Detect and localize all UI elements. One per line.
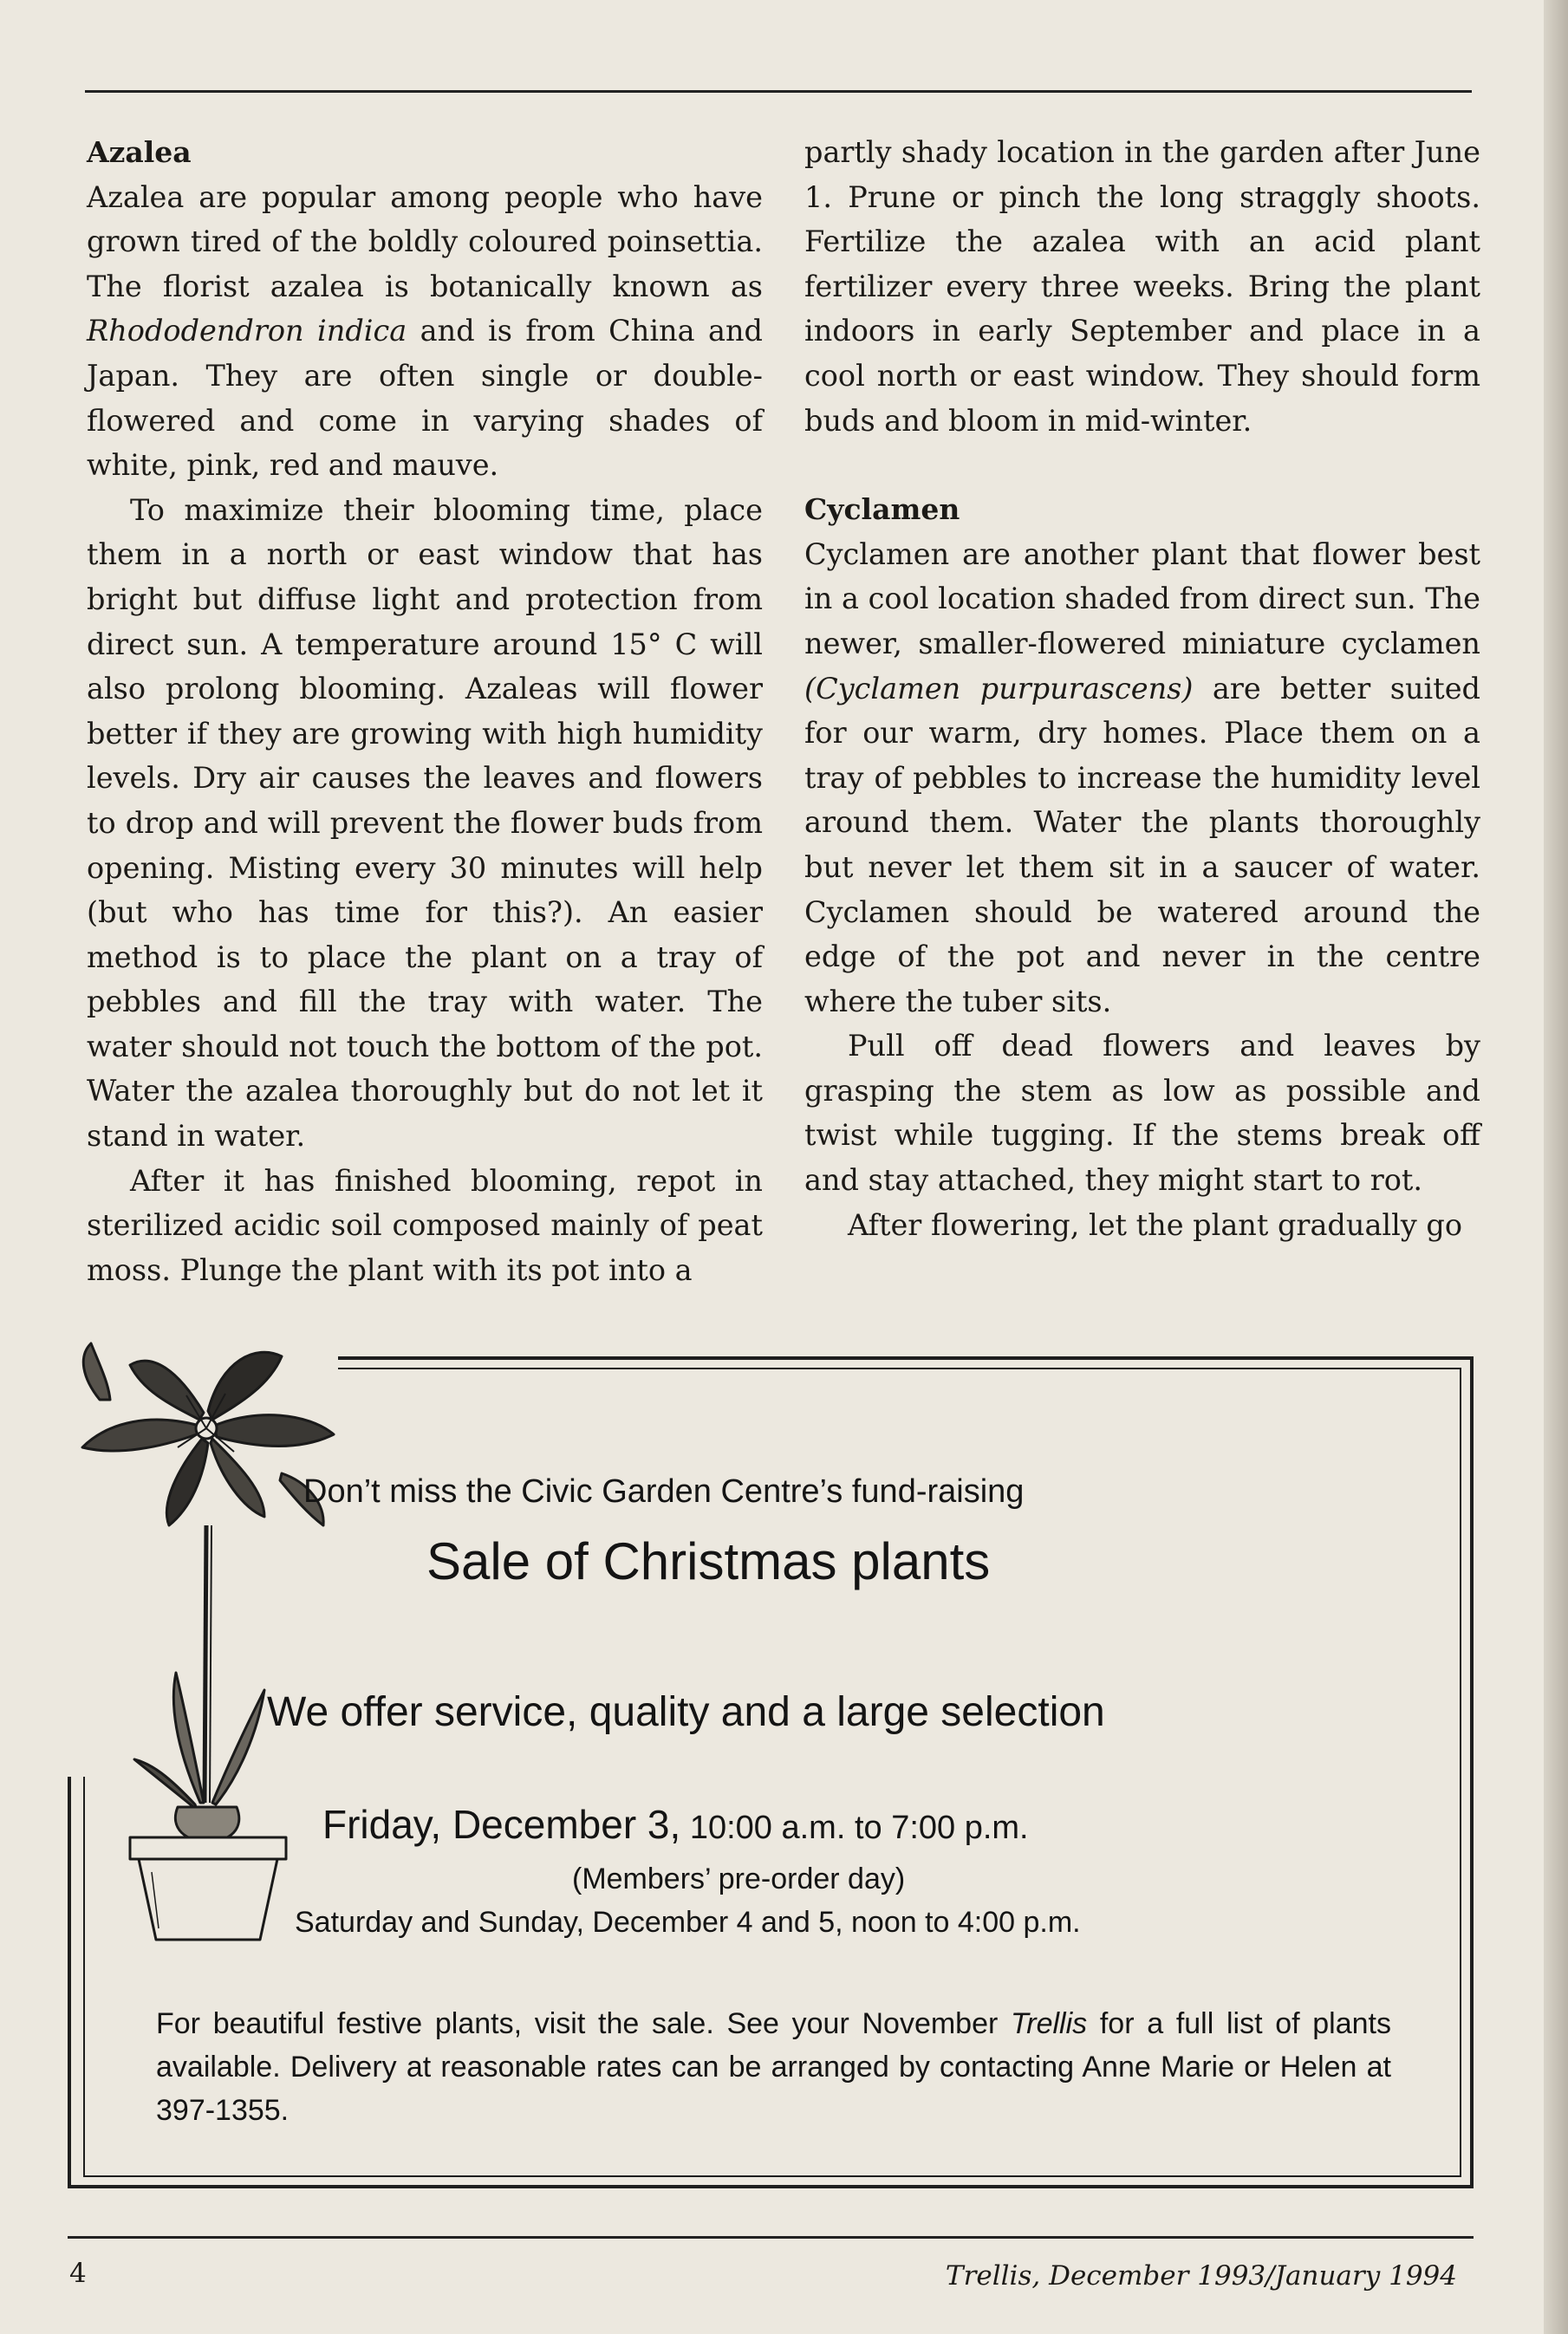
cyclamen-paragraph-2: Pull off dead flowers and leaves by grasping the stem as low as possible and twist while tugging. If the stems break off and stay attached, they might start to rot. xyxy=(804,1029,1480,1198)
azalea-paragraph-3: After it has finished blooming, repot in sterilized acidic soil composed mainly of peat moss. Plunge the plant with its pot into a xyxy=(87,1163,763,1287)
ad-title: Sale of Christmas plants xyxy=(426,1532,991,1590)
azalea-paragraph-1: Azalea are popular among people who have grown tired of the boldly coloured poinsettia. The florist azalea is botanically known as Rhododendron indica and is from China and Japan. They are often single or double-flowered and come in varying shades of white, pink, red and mauve. xyxy=(87,179,764,483)
cyclamen-paragraph-3: After flowering, let the plant gradually go xyxy=(848,1207,1463,1242)
page-edge xyxy=(1544,0,1568,2334)
cyclamen-paragraph-1: Cyclamen are another plant that flower best in a cool location shaded from direct sun. The newer, smaller-flowered miniature cyclamen (Cyclamen purpurascens) are better suited for our warm, dry homes. Place them on a tray of pebbles to increase the humidity level around them. Water the plants thoroughly but never let them sit in a saucer of water. Cyclamen should be watered around the edge of the pot and never in the centre where the tuber sits. xyxy=(804,536,1480,1018)
top-rule xyxy=(85,90,1472,93)
ad-date-day: Friday, December 3, xyxy=(322,1802,681,1847)
ad-preorder-note: (Members’ pre-order day) xyxy=(572,1863,906,1895)
ad-offer-line: We offer service, quality and a large selection xyxy=(267,1689,1105,1735)
cyclamen-heading: Cyclamen xyxy=(804,492,960,527)
ad-date-time: 10:00 a.m. to 7:00 p.m. xyxy=(680,1810,1029,1846)
left-column xyxy=(87,130,763,1292)
right-column xyxy=(804,130,1480,1247)
ad-date-line xyxy=(322,1801,1029,1848)
azalea-continued-paragraph: partly shady location in the garden after June 1. Prune or pinch the long straggly shoots. Fertilize the azalea with an acid plant fertilizer every three weeks. Bring the plant indoors in early September and place in a cool north or east window. They should form buds and bloom in mid-winter. xyxy=(804,135,1480,438)
bottom-rule xyxy=(68,2236,1474,2239)
azalea-paragraph-2: To maximize their blooming time, place them in a north or east window that has bright but diffuse light and protection from direct sun. A temperature around 15° C will also prolong blooming. Azaleas will flower better if they are growing with high humidity levels. Dry air causes the leaves and flowers to drop and will prevent the flower buds from opening. Misting every 30 minutes will help (but who has time for this?). An easier method is to place the plant on a tray of pebbles and fill the tray with water. The water should not touch the bottom of the pot. Water the azalea thoroughly but do not let it stand in water. xyxy=(87,492,763,1154)
page-number: 4 xyxy=(69,2258,87,2289)
ad-weekend-line: Saturday and Sunday, December 4 and 5, noon to 4:00 p.m. xyxy=(295,1906,1081,1939)
azalea-heading: Azalea xyxy=(87,135,192,169)
ad-body-text: For beautiful festive plants, visit the sale. See your November Trellis for a full list of plants available. Delivery at reasonable rates can be arranged by contacting Anne Marie or Helen at 397-1355. xyxy=(156,2007,1391,2127)
ad-intro-line: Don’t miss the Civic Garden Centre’s fund-raising xyxy=(303,1473,1025,1510)
running-footer: Trellis, December 1993/January 1994 xyxy=(945,2260,1457,2292)
amaryllis-illustration xyxy=(48,1317,360,1941)
